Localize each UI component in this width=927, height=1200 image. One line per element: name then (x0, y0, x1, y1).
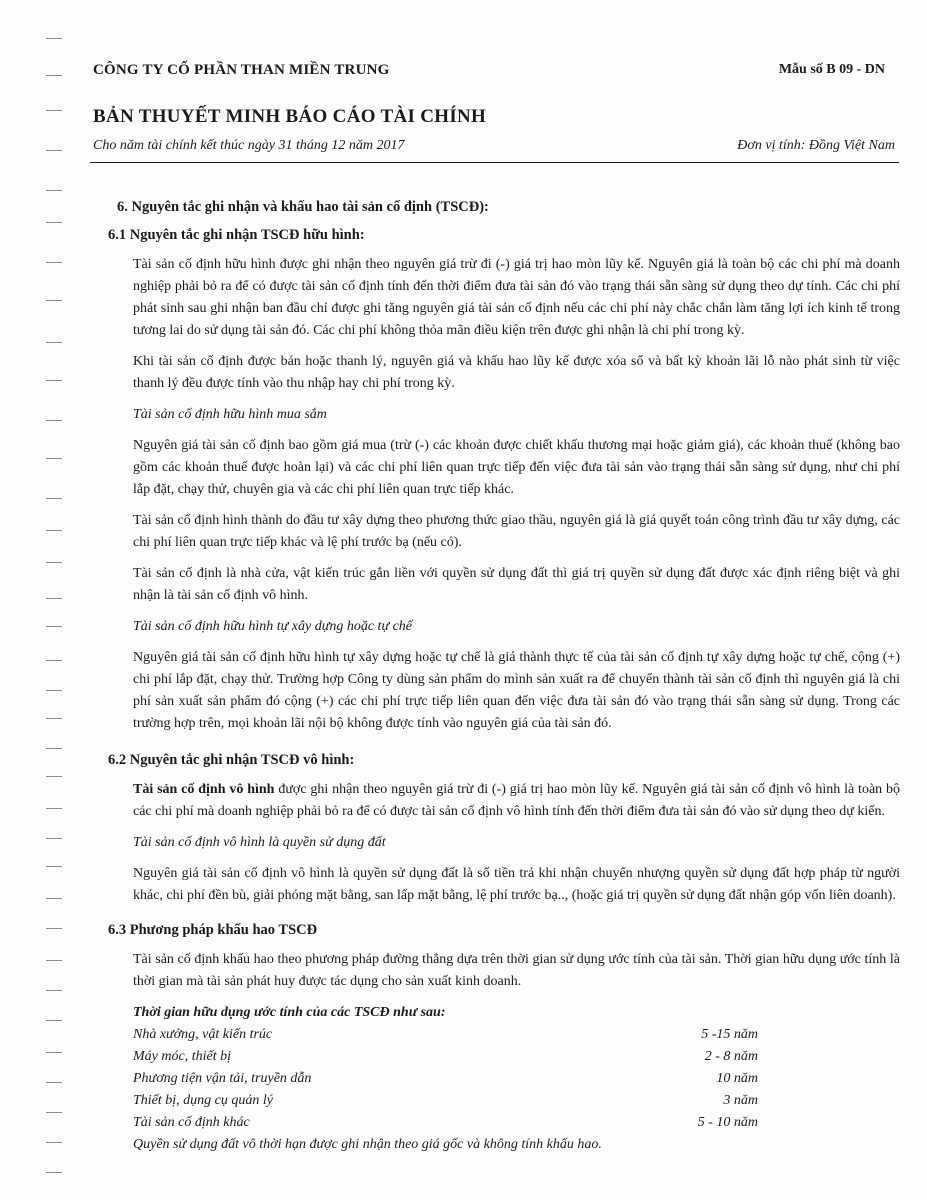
subheading: Tài sản cố định hữu hình tự xây dựng hoặc tự chế (133, 619, 413, 634)
section-6-heading: 6. Nguyên tắc ghi nhận và khấu hao tài sản cố định (TSCĐ): (117, 199, 489, 215)
reporting-period: Cho năm tài chính kết thúc ngày 31 tháng 12 năm 2017 (93, 138, 405, 153)
row-label: Phương tiện vận tải, truyền dẫn (133, 1071, 312, 1086)
table-title: Thời gian hữu dụng ước tính của các TSCĐ như sau: (133, 1005, 446, 1020)
paragraph: Nguyên giá tài sản cố định hữu hình tự xây dựng hoặc tự chế là giá thành thực tế của tài sản cố định tự xây dựng hoặc tự chế, cộng (+) chi phí lắp đặt, chạy thử. Trường hợp Công ty dùng sản phẩm do mình sản xuất ra để chuyển thành tài sản cố định thì nguyên giá là chi phí sản xuất sản phẩm đó cộng (+) các chi phí trực tiếp liên quan đến việc đưa tài sản đó vào trạng thái sẵn sàng sử dụng. Trong các trường hợp trên, mọi khoản lãi nội bộ không được tính vào nguyên giá của tài sản đó. (133, 650, 900, 731)
row-label: Thiết bị, dụng cụ quản lý (133, 1093, 273, 1108)
company-name: CÔNG TY CỔ PHẦN THAN MIỀN TRUNG (93, 62, 390, 78)
section-6-1-heading: 6.1 Nguyên tắc ghi nhận TSCĐ hữu hình: (108, 227, 365, 243)
paragraph: Nguyên giá tài sản cố định vô hình là quyền sử dụng đất là số tiền trả khi nhận chuyển nhượng quyền sử dụng đất hợp pháp từ người khác, chi phí đền bù, giải phóng mặt bằng, san lấp mặt bằng, lệ phí trước bạ.., (hoặc giá trị quyền sử dụng đất nhận góp vốn liên doanh). (133, 866, 900, 903)
binding-margin-marks (46, 0, 66, 1200)
table-row (133, 1112, 758, 1134)
document-title: BẢN THUYẾT MINH BÁO CÁO TÀI CHÍNH (93, 106, 487, 127)
row-value: 2 - 8 năm (704, 1049, 758, 1064)
paragraph: Tài sản cố định hữu hình được ghi nhận theo nguyên giá trừ đi (-) giá trị hao mòn lũy kế. Nguyên giá là toàn bộ các chi phí mà doanh nghiệp phải bỏ ra để có được tài sản cố định tính đến thời điểm đưa tài sản đó vào trạng thái sẵn sàng sử dụng theo dự tính. Các chi phí phát sinh sau ghi nhận ban đầu chỉ được ghi tăng nguyên giá tài sản cố định nếu các chi phí này chắc chắn làm tăng lợi ích kinh tế trong tương lai do sử dụng tài sản đó. Các chi phí không thỏa mãn điều kiện trên được ghi nhận là chi phí trong kỳ. (133, 257, 900, 338)
row-value: 3 năm (723, 1093, 758, 1108)
paragraph: Khi tài sản cố định được bán hoặc thanh lý, nguyên giá và khấu hao lũy kế được xóa sổ và bất kỳ khoản lãi lỗ nào phát sinh từ việc thanh lý đều được tính vào thu nhập hay chi phí trong kỳ. (133, 354, 900, 391)
depreciation-note: Quyền sử dụng đất vô thời hạn được ghi nhận theo giá gốc và không tính khấu hao. (133, 1137, 602, 1152)
row-value: 5 - 10 năm (697, 1115, 758, 1130)
row-label: Tài sản cố định khác (133, 1115, 250, 1130)
row-label: Máy móc, thiết bị (133, 1049, 231, 1064)
table-row (133, 1068, 758, 1090)
paragraph: Nguyên giá tài sản cố định bao gồm giá mua (trừ (-) các khoản được chiết khấu thương mại hoặc giảm giá), các khoản thuế (không bao gồm các khoản thuế được hoàn lại) và các chi phí liên quan trực tiếp đến việc đưa tài sản vào trạng thái sẵn sàng sử dụng, như chi phí lắp đặt, chạy thử, chuyên gia và các chi phí liên quan trực tiếp khác. (133, 438, 900, 497)
header-divider (90, 162, 899, 163)
row-value: 5 -15 năm (701, 1027, 758, 1042)
table-row (133, 1046, 758, 1068)
subheading: Tài sản cố định hữu hình mua sắm (133, 407, 327, 422)
paragraph: Tài sản cố định khấu hao theo phương pháp đường thẳng dựa trên thời gian sử dụng ước tính của tài sản. Thời gian hữu dụng ước tính là thời gian mà tài sản phát huy được tác dụng cho sản xuất kinh doanh. (133, 952, 900, 989)
paragraph (133, 779, 900, 823)
currency-unit: Đơn vị tính: Đồng Việt Nam (737, 138, 895, 153)
bold-term: Tài sản cố định vô hình (133, 782, 275, 797)
section-6-3-heading: 6.3 Phương pháp khấu hao TSCĐ (108, 922, 318, 938)
paragraph-text: được ghi nhận theo nguyên giá trừ đi (-) giá trị hao mòn lũy kế. Nguyên giá tài sản cố định vô hình là toàn bộ các chi phí mà doanh nghiệp phải bỏ ra để có được tài sản cố định vô hình tính đến thời điểm đưa tài sản đó vào sử dụng theo dự kiến. (133, 782, 901, 819)
paragraph: Tài sản cố định hình thành do đầu tư xây dựng theo phương thức giao thầu, nguyên giá là giá quyết toán công trình đầu tư xây dựng, các chi phí liên quan trực tiếp khác và lệ phí trước bạ (nếu có). (133, 513, 900, 550)
section-6-2-heading: 6.2 Nguyên tắc ghi nhận TSCĐ vô hình: (108, 752, 355, 768)
paragraph: Tài sản cố định là nhà cửa, vật kiến trúc gắn liền với quyền sử dụng đất thì giá trị quyền sử dụng đất được xác định riêng biệt và ghi nhận là tài sản cố định vô hình. (133, 566, 900, 603)
table-row (133, 1090, 758, 1112)
useful-life-table (133, 1002, 758, 1134)
form-code: Mẫu số B 09 - DN (778, 62, 885, 77)
row-value: 10 năm (716, 1071, 758, 1086)
table-row (133, 1024, 758, 1046)
subheading: Tài sản cố định vô hình là quyền sử dụng đất (133, 835, 386, 850)
row-label: Nhà xưởng, vật kiến trúc (133, 1027, 273, 1042)
document-body (92, 196, 900, 1165)
